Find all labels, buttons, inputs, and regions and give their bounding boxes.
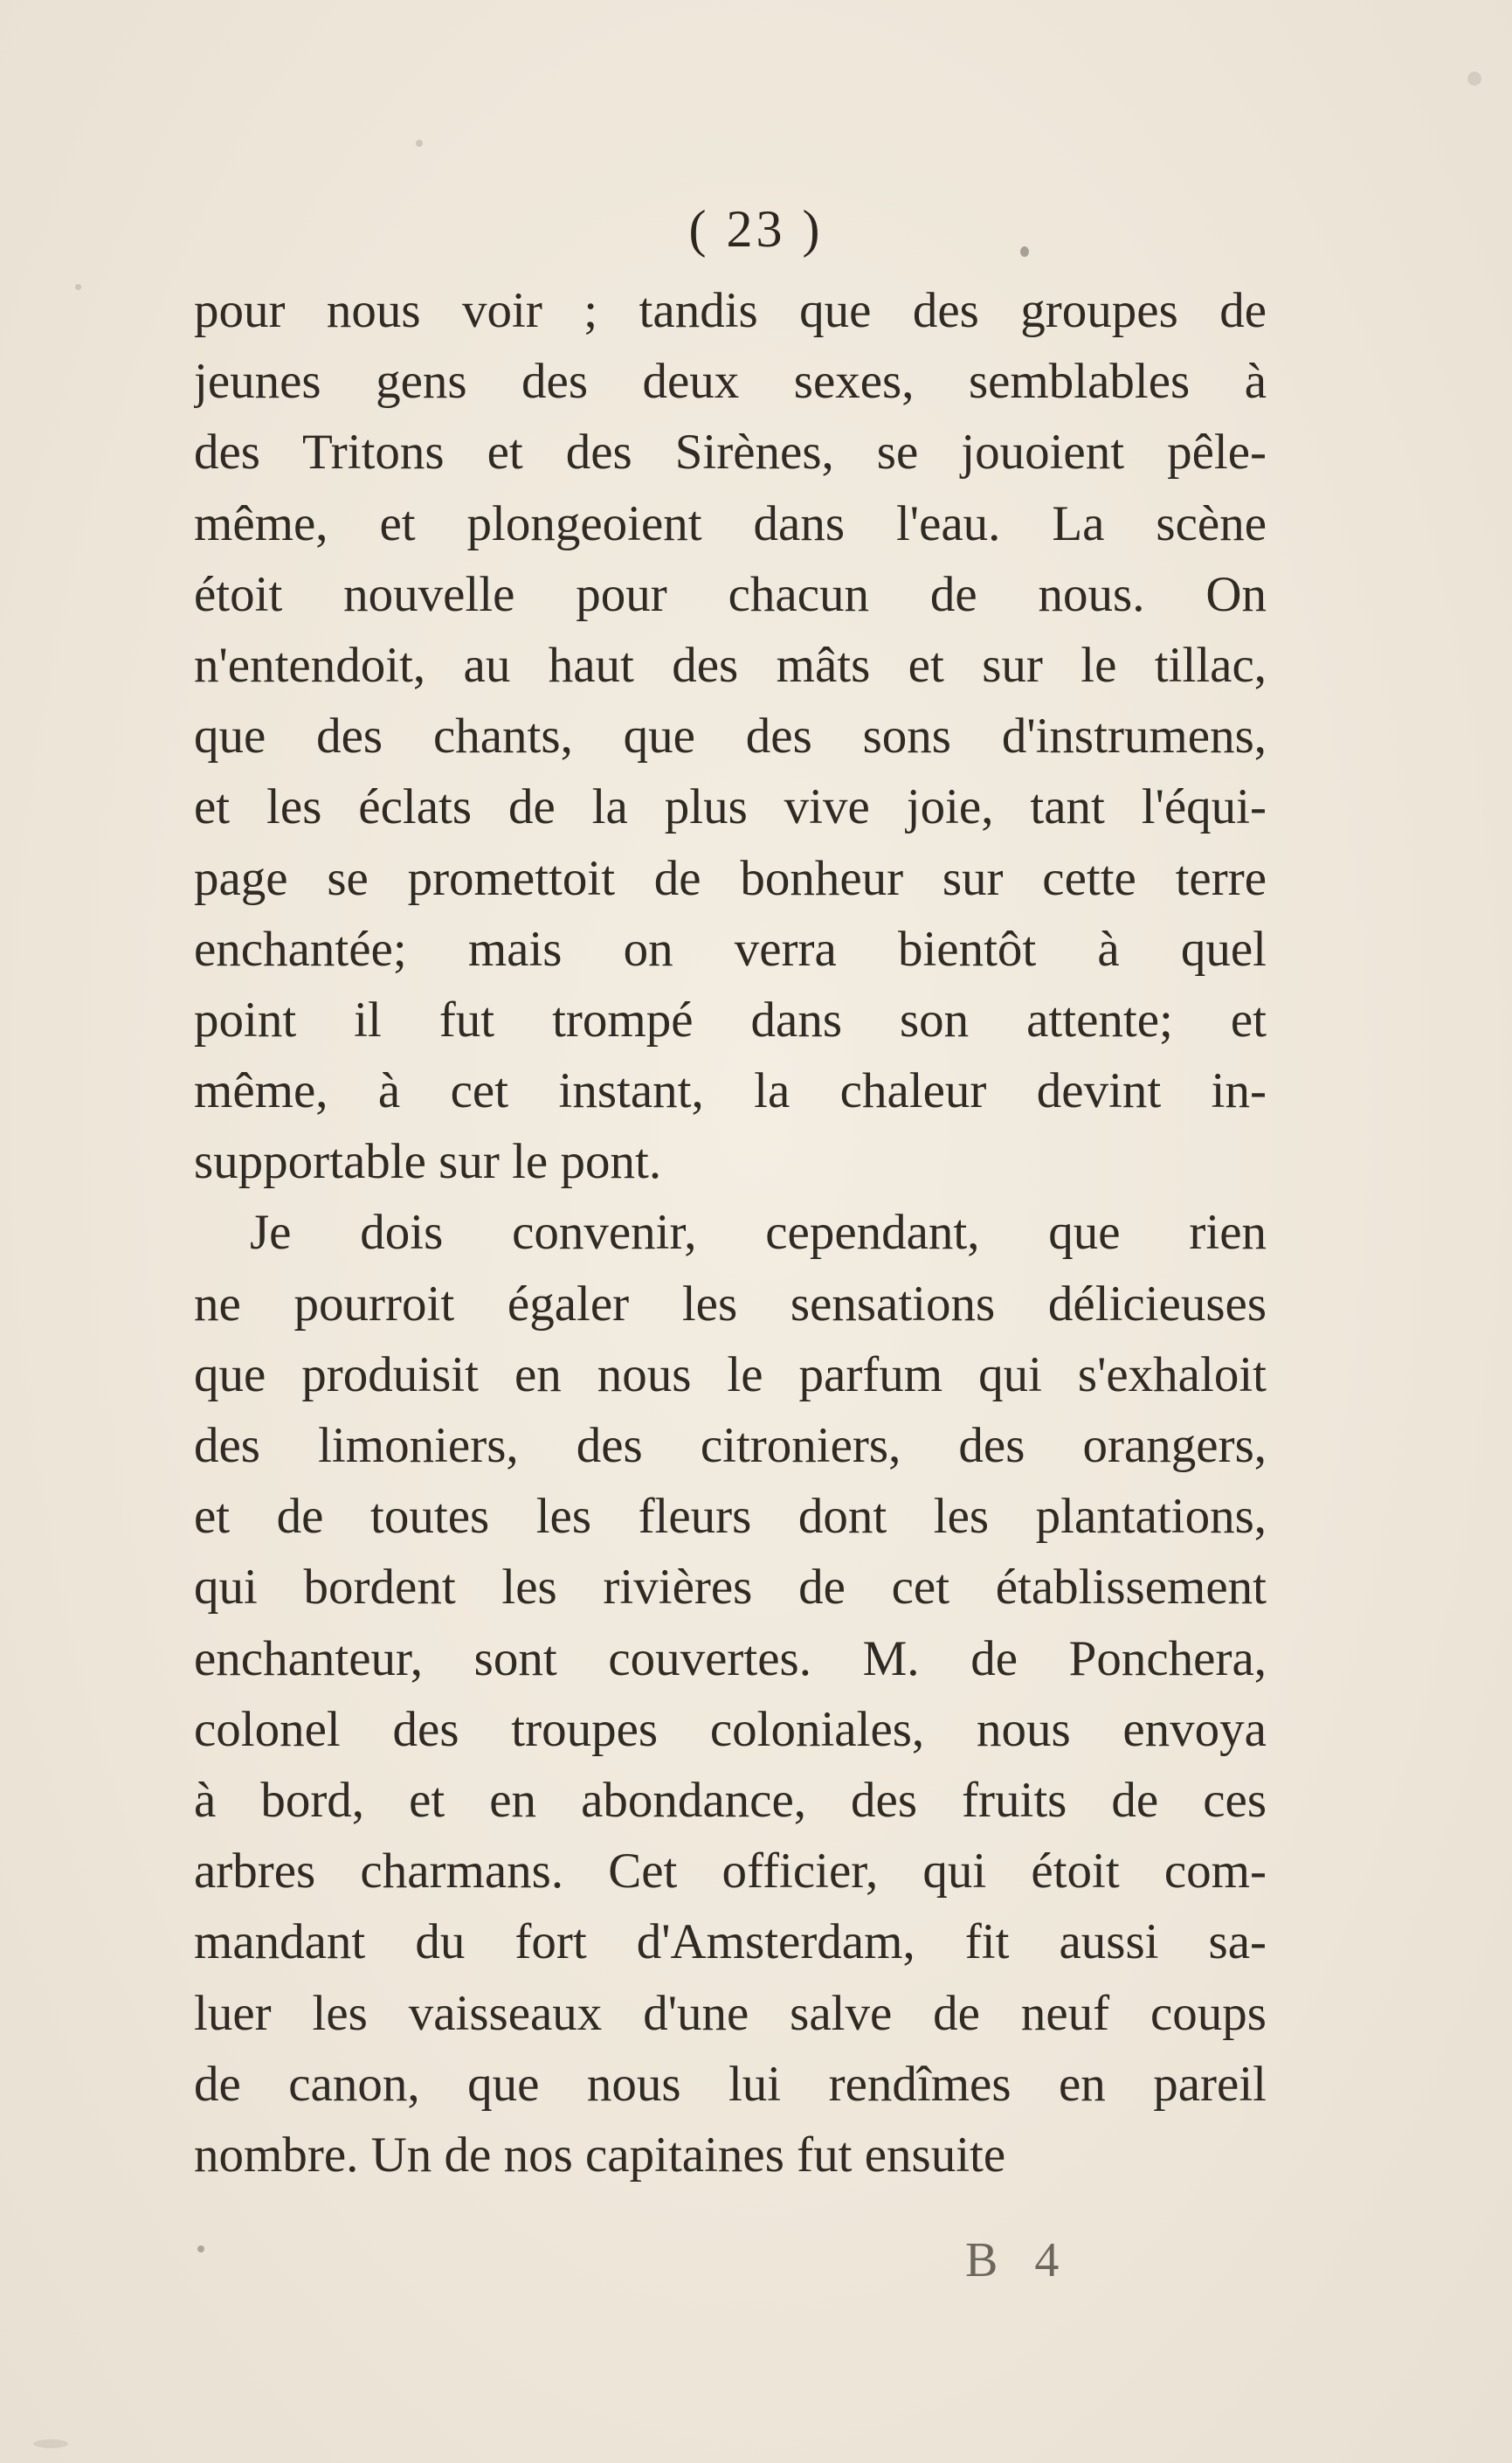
- paper-speck: [197, 2245, 204, 2252]
- text-line: page se promettoit de bonheur sur cette terre: [194, 850, 1267, 906]
- text-line: même, et plongeoient dans l'eau. La scène: [194, 495, 1267, 551]
- text-line: et de toutes les fleurs dont les plantations,: [194, 1489, 1267, 1545]
- paper-speck: [33, 2439, 68, 2448]
- page-header: ( 23 ): [688, 200, 824, 258]
- text-line: arbres charmans. Cet officier, qui étoit com-: [194, 1844, 1267, 1899]
- text-line: n'entendoit, au haut des mâts et sur le tillac,: [194, 637, 1267, 693]
- text-line: pour nous voir ; tandis que des groupes de: [194, 283, 1267, 338]
- text-line: ne pourroit égaler les sensations délicieuses: [194, 1276, 1267, 1332]
- text-line: colonel des troupes coloniales, nous envoya: [194, 1701, 1267, 1757]
- text-line: mandant du fort d'Amsterdam, fit aussi sa-: [194, 1914, 1267, 1970]
- text-line: nombre. Un de nos capitaines fut ensuite: [194, 2127, 1006, 2183]
- paper-speck: [1467, 72, 1481, 86]
- text-line: que des chants, que des sons d'instrumens,: [194, 709, 1267, 764]
- text-line: de canon, que nous lui rendîmes en pareil: [194, 2056, 1267, 2112]
- text-line: qui bordent les rivières de cet établissement: [194, 1560, 1267, 1615]
- text-line: enchanteur, sont couvertes. M. de Ponchera,: [194, 1630, 1267, 1686]
- text-line: que produisit en nous le parfum qui s'exhaloit: [194, 1346, 1267, 1402]
- paper-speck: [416, 140, 423, 147]
- text-line: et les éclats de la plus vive joie, tant l'équi-: [194, 779, 1267, 835]
- signature-mark: B 4: [965, 2233, 1072, 2287]
- text-line: enchantée; mais on verra bientôt à quel: [194, 921, 1267, 977]
- body-text: [194, 275, 1267, 2190]
- text-line: jeunes gens des deux sexes, semblables à: [194, 354, 1267, 410]
- text-line: luer les vaisseaux d'une salve de neuf coups: [194, 1985, 1267, 2041]
- text-line: à bord, et en abondance, des fruits de ces: [194, 1772, 1267, 1828]
- text-line: étoit nouvelle pour chacun de nous. On: [194, 566, 1267, 622]
- text-line: des Tritons et des Sirènes, se jouoient pêle-: [194, 425, 1267, 481]
- text-line: des limoniers, des citroniers, des orangers,: [194, 1418, 1267, 1473]
- text-line: même, à cet instant, la chaleur devint in-: [194, 1063, 1267, 1119]
- text-line: Je dois convenir, cependant, que rien: [250, 1205, 1267, 1261]
- text-line: point il fut trompé dans son attente; et: [194, 992, 1267, 1048]
- text-line: supportable sur le pont.: [194, 1134, 662, 1190]
- paper-speck: [75, 284, 81, 290]
